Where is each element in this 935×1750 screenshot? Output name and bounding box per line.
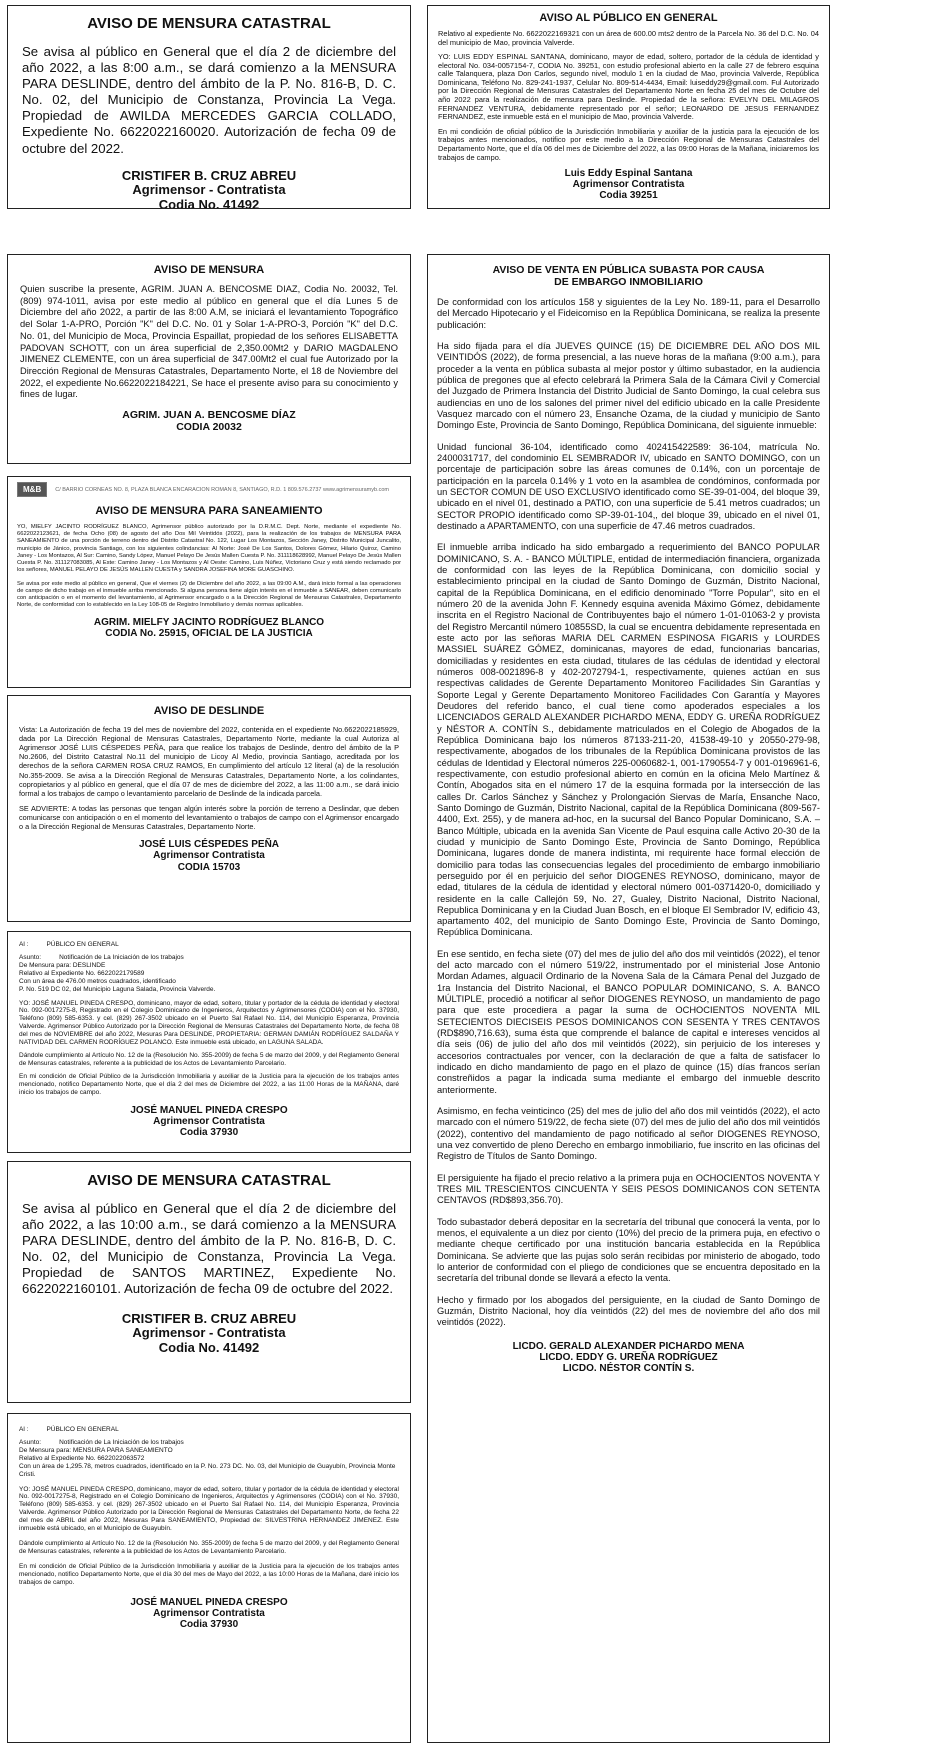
notice-title: AVISO DE DESLINDE	[153, 705, 265, 717]
notice-body: Se avisa al público en General que el día 2 de diciembre del año 2022, a las 10:00 a.m., se dará comienzo a la MENSURA PARA DESLINDE, dentro del ámbito de la P. No. 816-B, D. C. No. 02, del Municipio de Constanza, Provincia La Vega. Propiedad de SANTOS MARTINEZ, Expediente No. 6622022160101. Autorización de fecha 09 de octubre del 2022.	[22, 1201, 396, 1297]
surveyor-letterhead	[17, 482, 401, 497]
signer-codia: Codia No. 41492	[158, 196, 260, 209]
auction-first-bid-price: El persiguiente ha fijado el precio relativo a la primera puja en OCHOCIENTOS NOVENTA Y TRES MIL TRESCIENTOS CINCUENTA Y SEIS PESOS DOMINICANOS CON SETENTA CENTAVOS (RD$893,356.70).	[437, 1172, 820, 1206]
header-to: Al : PÚBLICO EN GENERAL	[19, 1426, 119, 1433]
signer-codia: Codia 39251	[599, 190, 658, 202]
notice-body: YO: JOSÉ MANUEL PINEDA CRESPO, dominicano, mayor de edad, soltero, titular y portador de la cédula de identidad y electoral No. 092-0017275-8, Registrado en el Colegio Dominicano de Ingenieros, Arquitectos y Agrimensores (CODIA) con el No. 37930, Teléfono (809) 585-6353. y cel. (829) 267-3502 ubicado en el Puerto Sal Rafael No. 114, del Municipio Esperanza, Provincia Valverde. Agrimensor Público Autorizado por la Dirección Regional de Mensuras Catastrales del Departamento Norte, de fecha 22 del mes de ABRIL del año 2022, Mesuras Para SANEAMIENTO, Propiedad de: SILVESTRINA HERNANDEZ JIMENEZ. Este inmueble está ubicado, en el Municipio de Guayubín.	[19, 1485, 399, 1533]
notice-mensura-catastral-santos	[7, 1161, 411, 1403]
auction-payment-demand: En ese sentido, en fecha siete (07) del mes de julio del año dos mil veintidós (2022), el tenor del acto marcado con el número 519/22, instrumentado por el ministerial Jose Antonio Mordan Adames, alguacil Ordinario de la Novena Sala de la Cámara Penal del Juzgado de 1ra Instancia del Distrito Nacional, el BANCO POPULAR DOMINICANO, S. A. BANCO MÚLTIPLE, procedió a notificar al señor DIOGENES REYNOSO, un mandamiento de pago para que este procediera a pagar la suma de OCHOCIENTOS NOVENTA MIL SETECIENTOS DIECISEIS PESOS DOMINICANOS CON SESENTA Y TRES CENTAVOS (RD$890,716.63), suma ésta que comprende el balance de capital e intereses vencidos al día seis (06) de julio del año dos mil veintidós (2022), sin perjuicio de los intereses y accesorios contractuales por vencer, con la declaración de que a falta de satisfacer lo indicado en dicho mandamiento de pago en el plazo de quince (15) días francos serían constreñidos a pagar la indicada suma mediante el embargo del inmueble descrito anteriormente.	[437, 948, 820, 1095]
notice-notification: En mi condición de Oficial Público de la Jurisdicción Inmobiliaria y auxiliar de la Justicia para la ejecución de los trabajos antes mencionado, notifico Departamento Norte, que el día 2 del mes de Diciembre del 2022, a las 11:00 Horas de la MAÑANA, daré inicio los trabajos de campo.	[19, 1072, 399, 1096]
notice-title-line-2: DE EMBARGO INMOBILIARIO	[554, 275, 703, 288]
signer-name: CRISTIFER B. CRUZ ABREU	[121, 167, 297, 183]
signer-codia: CODIA 20032	[176, 420, 242, 433]
header-subject: Asunto: Notificación de La Iniciación de los trabajos	[19, 953, 184, 961]
signer-codia: Codia 37930	[179, 1619, 239, 1631]
notice-saneamiento-guayubin	[7, 1413, 411, 1743]
header-subject: Asunto: Notificación de La Iniciación de los trabajos	[19, 1438, 184, 1446]
header-area: Con un área de 1,295.78, metros cuadrados, identificado en la P. No. 273 DC. No. 03, del Municipio de Guayubín, Provincia Monte Cristi.	[19, 1462, 396, 1478]
signer-lawyer-2: LICDO. EDDY G. UREÑA RODRÍGUEZ	[539, 1351, 718, 1363]
signer-name: JOSÉ MANUEL PINEDA CRESPO	[130, 1596, 288, 1608]
signer-lawyer-3: LICDO. NÉSTOR CONTÍN S.	[562, 1363, 695, 1375]
header-type: De Mensura para: DESLINDE	[19, 961, 106, 969]
company-logo: M&B	[17, 482, 47, 497]
notice-signature	[17, 617, 401, 639]
auction-deposit-terms: Todo subastador deberá depositar en la secretaría del tribunal que conocerá la venta, por lo menos, el equivalente a un diez por ciento (10%) del precio de la primera puja, en efectivo o mediante cheque certificado por una institución bancaria establecida en la República Dominicana. Se advierte que las pujas solo serán recibidas por ministerio de abogado, todo lo anterior de conformidad con el pliego de condiciones que se encuentra depositado en la secretaría del tribunal donde se llevará a efecto la venta.	[437, 1216, 820, 1284]
signer-name: CRISTIFER B. CRUZ ABREU	[121, 1310, 297, 1326]
header-parcel: P. No. 519 DC 02, del Municipio Laguna Salada, Provincia Valverde.	[19, 985, 216, 993]
signer-role: Agrimensor Contratista	[153, 850, 265, 862]
notice-signature	[19, 1597, 399, 1631]
signer-codia: CODIA No. 25915, OFICIAL DE LA JUSTICIA	[105, 627, 313, 639]
notice-signature	[438, 168, 819, 202]
signer-codia: Codia 37930	[179, 1127, 239, 1139]
notice-title: AVISO DE MENSURA CATASTRAL	[87, 15, 331, 32]
auction-creditor: El inmueble arriba indicado ha sido embargado a requerimiento del BANCO POPULAR DOMINICANO, S. A. - BANCO MÚLTIPLE, entidad de intermediación financiera, organizada de conformidad con las leyes de la República Dominicana, con domicilio social y establecimiento principal en la ciudad de Santo Domingo de Guzmán, Distrito Nacional, capital de la República Dominicana, en el edificio denominado "Torre Popular", sito en el número 20 de la avenida John F. Kennedy esquina avenida Máximo Gómez, debidamente inscrita en el Registro Nacional de Contribuyentes bajo el número 1-01-01063-2 y provista del Registro Mercantil número 10855SD, la cual se encuentra debidamente representada en este acto por las señoras MARIA DEL CARMEN ESPINOSA FIGARIS y LOURDES MASSIEL SUÁREZ GÓMEZ, dominicanas, mayores de edad, funcionarias bancarias, domiciliadas y residentes en esta ciudad, titulares de las cédulas de identidad y electoral números 008-0021896-8 y 402-2072794-1, respectivamente, quienes actúan en sus respectivas calidades de Gerente Departamento Monitoreo Facilidades Sin Garantías y Soporte Legal y Gerente Departamento Monitoreo Facilidades Con Garantía y Mayores Deudores del referido banco, el cual tiene como apoderados especiales a los LICENCIADOS GERALD ALEXANDER PICHARDO MENA, EDDY G. UREÑA RODRÍGUEZ y NÉSTOR A. CONTÍN S., debidamente matriculados en el Colegio de Abogados de la República Dominicana bajo los números 87133-211-20, 41538-49-10 y 20550-279-98, respectivamente, abogados de los tribunales de la República Dominicana provistos de las cédulas de Identidad y Electoral números 225-0060682-1, 001-1790554-7 y 001-0196961-6, respectivamente, con estudio profesional abierto en común en la oficina Melo Martínez & Contín, Abogados sita en el número 17 de la esquina formada por la intersección de las calles Dr. Carlos Sánchez y Sánchez y Prolongación Siervas de María, Ensanche Naco, Santo Domingo de Guzmán, Distrito Nacional, capital de la República Dominicana (809-567-4400, Ext. 255), y de manera ad-hoc, en la sucursal del Banco Popular Dominicano, S.A. – Banco Múltiple, ubicada en la avenida San Vicente de Paul esquina calle Activo 20-30 de la ciudad y municipio de Santo Domingo Este, Provincia de Santo Domingo, República Dominicana, lugares donde de manera indistinta, mi requirente hace formal elección de domicilio para todas las consecuencias legales del procedimiento de embargo inmobiliario perseguido por él en perjuicio del señor DIOGENES REYNOSO, dominicano, mayor de edad, titulares de la cédula de identidad y electoral número 001-0371420-0, domiciliado y residente en la calle Callejón 59, No. 27, Gualey, Distrito Nacional, Distrito Nacional, Republica Dominicana y en la Ciudad Juan Bosch, en el bloque El Sembrador IV, edificio 43, apartamento 402, del municipio de Santo Domingo Este, Provincia de Santo Domingo, República Dominicana.	[437, 542, 820, 938]
notice-signature	[19, 1105, 399, 1139]
header-to: Al : PÚBLICO EN GENERAL	[19, 941, 119, 948]
notice-compliance: Dándole cumplimiento al Artículo No. 12 de la (Resolución No. 355-2009) de fecha 5 de marzo del 2009, y del Reglamento General de Mensuras catastrales, referente a la publicidad de los Actos de Levantamiento Parcelario.	[19, 1540, 399, 1555]
notice-body: YO: JOSÉ MANUEL PINEDA CRESPO, dominicano, mayor de edad, soltero, titular y portador de la cédula de identidad y electoral No. 092-0017275-8, Registrado en el Colegio Dominicano de Ingenieros, Arquitectos y Agrimensores (CODIA) con el No. 37930, Teléfono (809) 585-6353. y cel. (829) 267-3502 ubicado en el Puerto Sal Rafael No. 114, del Municipio Esperanza, Provincia Valverde. Agrimensor Público Autorizado por la Dirección Regional de Mensuras Catastrales del Departamento Norte, de fecha 08 del mes de NOVIEMBRE del año 2022, Mesuras Para DESLINDE, PROPIETARIA: GERMAN DAMIÁN RODRÍGUEZ SALDAÑA Y NATIVIDAD DEL CARMEN RODRÍGUEZ POLANCO. Este inmueble está ubicado, en LAGUNA SALADA.	[19, 999, 399, 1047]
notice-header	[19, 941, 399, 994]
signer-role: Agrimensor Contratista	[572, 179, 685, 191]
notice-venta-publica-subasta	[427, 254, 830, 1743]
auction-property: Unidad funcional 36-104, identificado como 402415422589: 36-104, matrícula No. 2400031717, del condominio EL SEMBRADOR IV, ubicado en SANTO DOMINGO, con un porcentaje de participación sobre las áreas comunes de 0.14%, con un porcentaje de participación en la parcela 0.14% y 1 voto en la asamblea de condóminos, conformada por un SECTOR COMUN DE USO EXCLUSIVO identificado como SE-39-01-004, del bloque 39, ubicado en el nivel 01, destinado a PATIO, con una superficie de 5.41 metros cuadrados; un SECTOR PROPIO identificado como SP-39-01-104,, del bloque 39, ubicado en el nivel 01, destinado a APARTAMENTO, con una superficie de 47.46 metros cuadrados.	[437, 441, 820, 531]
notice-body: YO: LUIS EDDY ESPINAL SANTANA, dominicano, mayor de edad, soltero, portador de la cédula de identidad y electoral No. 034-0057154-7, CODIA No. 39251, con estudio profesional abierto en la calle 27 de febrero esquina calle Talanquera, plaza Don Carlos, segundo nivel, modulo 1 en la ciudad de Mao, provincia Valverde, República Dominicana, Teléfono No. 829-241-1937, Celular No. 809-514-4434, Email: luiseddy29@gmail.com. Ful Autorizado por la Dirección Regional de Mensuras Catastrales del Departamento Norte en fecha 25 del mes de Octubre del año 2022 para la realización de mensura para Deslinde. Propiedad de la señora: EVELYN DEL MILAGROS FERNANDEZ VENTURA, debidamente representado por el señor; LEONARDO DE JESUS FERNANDEZ FERNANDEZ, este inmueble está en el municipio de Mao, provincia Valverde.	[438, 52, 819, 122]
notice-aviso-publico-mao	[427, 5, 830, 209]
signer-lawyer-1: LICDO. GERALD ALEXANDER PICHARDO MENA	[512, 1340, 745, 1352]
notice-notification: Se avisa por este medio al público en general, Que el viernes (2) de Diciembre del año 2022, a las 09:00 A.M., dará inicio formal a las operaciones de campo de dicho trabajo en el inmueble arriba mencionado. Si alguna persona tiene algún interés en el inmueble a SANEAR, deben comunicarlo con anticipación o en el momento del levantamiento, al Agrimensor encargado o a la Dirección Regional de Mensuras Catastrales, Departamento Norte, de conformidad con lo establecido en la Ley 108-05 de Registro Inmobiliario y demás normas aplicables.	[17, 580, 401, 609]
signer-name: JOSÉ LUIS CÉSPEDES PEÑA	[138, 839, 280, 851]
auction-legal-basis: De conformidad con los artículos 158 y siguientes de la Ley No. 189-11, para el Desarrollo del Mercado Hipotecario y el Fideicomiso en la República Dominicana, se realiza la presente publicación:	[437, 297, 820, 330]
header-expediente: Relativo al Expediente No. 6622022179589	[19, 969, 145, 977]
notice-notification: En mi condición de oficial público de la Jurisdicción Inmobiliaria y auxiliar de la justicia para la ejecución de los trabajos antes mencionados, notifico por este medio a la Dirección Regional de Mensuras Catastrales del Departamento Norte, que el día 06 del mes de Diciembre del 2022, a las 09:00 Horas de la Mañana, iniciaremos los trabajos de campo.	[438, 126, 819, 162]
notice-compliance: Dándole cumplimiento al Artículo No. 12 de la (Resolución No. 355-2009) de fecha 5 de marzo del 2009, y del Reglamento General de Mensuras catastrales, referente a la publicidad de los Actos de Levantamiento Parcelario.	[19, 1052, 399, 1067]
letterhead-text: C/ BARRIO CORNEAS NO. 8, PLAZA BLANCA ENCARACION ROMAN 8, SANTIAGO, R.D. 1 809.576.2737 www.agrimensuramyb.com	[55, 486, 389, 493]
notice-mensura-moca	[7, 254, 411, 464]
signer-role: Agrimensor Contratista	[153, 1115, 265, 1127]
signer-role: Agrimensor - Contratista	[132, 1325, 286, 1341]
notice-deslinde-laguna-salada	[7, 931, 411, 1153]
signer-name: AGRIM. MIELFY JACINTO RODRÍGUEZ BLANCO	[93, 616, 325, 628]
notice-title	[437, 265, 820, 288]
header-expediente: Relativo al Expediente No. 6622022063572	[19, 1454, 145, 1462]
notice-title-line-1: AVISO DE VENTA EN PÚBLICA SUBASTA POR CAUSA	[492, 264, 765, 276]
auction-signed-date: Hecho y firmado por los abogados del persiguiente, en la ciudad de Santo Domingo de Guzmán, Distrito Nacional, hoy día veintidós (22) del mes de noviembre del año dos mil veintidós (2022).	[437, 1294, 820, 1328]
notice-signature	[437, 1341, 820, 1375]
notice-body: Se avisa al público en General que el día 2 de diciembre del año 2022, a las 8:00 a.m., se dará comienzo a la MENSURA PARA DESLINDE, dentro del ámbito de la P. No. 816-B, D. C. No. 02, del Municipio de Constanza, Provincia La Vega. Propiedad de AWILDA MERCEDES GARCIA COLLADO, Expediente No. 6622022160020. Autorización de fecha 09 de octubre del 2022.	[22, 44, 396, 156]
notice-body: Quien suscribe la presente, AGRIM. JUAN A. BENCOSME DIAZ, Codia No. 20032, Tel. (809) 974-1011, avisa por este medio al público en general que el día Lunes 5 de Diciembre del año 2022, a partir de las 8:00 A.M, se iniciará el levantamiento Topográfico del Solar 1-A-PRO, Porción "K" del D.C. No. 01 y Solar 1-A-PRO-3, Porción "K" del D.C. No. 01, del Municipio de Moca, Provincia Espaillat, propiedad de los señores ELISABETTA PADOVAN SCHOTT, con un área superficial de 2,350.00Mt2 y DARIO MAGDALENO JIMENEZ CLEMENTE, con un área superficial de 347.00Mt2 el cual fue Autorizado por la Dirección Regional de Mensuras Catastrales, Departamento Norte, el 18 de Noviembre del 2022, el expediente No.6622022184221, Se hace el presente aviso para su conocimiento y fines de lugar.	[20, 284, 398, 400]
signer-name: JOSÉ MANUEL PINEDA CRESPO	[130, 1104, 288, 1116]
notice-title: AVISO DE MENSURA	[153, 264, 265, 276]
signer-codia: Codia No. 41492	[158, 1339, 260, 1355]
auction-registration: Asimismo, en fecha veinticinco (25) del mes de julio del año dos mil veintidós (2022), el acto marcado con el número 519/22, de fecha siete (07) del mes de julio del año dos mil veintidós (2022), contentivo del mandamiento de pago notificado al señor DIOGENES REYNOSO, una vez convertido de pleno Derecho en embargo inmobiliario, fue inscrito en las oficinas del Registro de Títulos de Santo Domingo.	[437, 1106, 820, 1162]
notice-body: Vista: La Autorización de fecha 19 del mes de noviembre del 2022, contenida en el expediente No.6622022185929, dada por La Dirección Regional de Mensuras Catastrales, Departamento Norte, mediante la cual Autoriza al Agrimensor JOSÉ LUIS CÉSPEDES PEÑA, para que realice los trabajos de Deslinde, dentro del ámbito de la P No.2606, del Distrito Catastral No.11 del municipio de Licoy Al Medio, provincia Santiago, acreditada por los derechos de la señora CARMEN ROSA CRUZ RAMOS, En cumplimiento del artículo 12 literal (a) de la resolución No.355-2009. Se avisa a la Dirección Regional de Mensuras Catastrales, Departamento Norte, a los colindantes, copropietarios y al público en general, que el día 07 de mes de diciembre del 2022, a las 11:00 a.m., se dará inicio formal a los trabajos de campo o levantamiento parcelario de Deslinde de la indicada parcela.	[19, 725, 399, 798]
notice-signature	[22, 1312, 396, 1356]
notice-reference: Relativo al expediente No. 6622022169321 con un área de 600.00 mts2 dentro de la Parcela No. 36 del D.C. No. 04 del municipio de Mao, provincia Valverde.	[438, 29, 819, 47]
notice-title: AVISO DE MENSURA PARA SANEAMIENTO	[95, 505, 323, 517]
notice-deslinde-licoy	[7, 695, 411, 922]
notice-title: AVISO DE MENSURA CATASTRAL	[87, 1172, 331, 1189]
notice-header	[19, 1426, 399, 1479]
notice-warning: SE ADVIERTE: A todas las personas que tengan algún interés sobre la porción de terreno a Deslindar, que deben comunicarse con anticipación o en el momento del levantamiento o trabajos de campo con el Agrimensor encargado o a la Dirección Regional de Mensuras Catastrales, Departamento Norte.	[19, 803, 399, 832]
notice-saneamiento-janico	[7, 476, 411, 688]
signer-name: AGRIM. JUAN A. BENCOSME DÍAZ	[122, 409, 296, 422]
header-type: De Mensura para: MENSURA PARA SANEAMIENTO	[19, 1446, 173, 1454]
signer-role: Agrimensor - Contratista	[132, 182, 286, 198]
signer-role: Agrimensor Contratista	[153, 1607, 265, 1619]
signer-codia: CODIA 15703	[177, 861, 241, 873]
notice-signature	[22, 169, 396, 209]
notice-signature	[19, 839, 399, 873]
notice-mensura-catastral-awilda	[7, 5, 411, 209]
header-area: Con un área de 476.00 metros cuadrados, identificado	[19, 977, 176, 985]
notice-title: AVISO AL PÚBLICO EN GENERAL	[539, 12, 718, 24]
auction-date-place: Ha sido fijada para el día JUEVES QUINCE (15) DE DICIEMBRE DEL AÑO DOS MIL VEINTIDÓS (2022), de forma presencial, a las nueve horas de la mañana (9:00 a.m.), para proceder a la venta en pública subasta al mejor postor y último subastador, en la audiencia pública de pregones que al efecto celebrará la Primera Sala de la Cámara Civil y Comercial del Juzgado de Primera Instancia del Distrito Judicial de Santo Domingo, la cual celebra sus audiencias en uno de los salones del primer nivel del edificio ubicado en la calle Presidente Vasquez marcado con el número 23, Ensanche Ozama, de la ciudad y municipio de Santo Domingo Este, Provincia de Santo Domingo, República Dominicana, del siguiente inmueble:	[437, 341, 820, 431]
notice-notification: En mi condición de Oficial Público de la Jurisdicción Inmobiliaria y auxiliar de la Justicia para la ejecución de los trabajos antes mencionado, notifico Departamento Norte, que el día 30 del mes de Mayo del 2022, a las 10:00 Horas de la Mañana, daré inicio los trabajos de campo.	[19, 1562, 399, 1586]
notice-body: YO, MIELFY JACINTO RODRÍGUEZ BLANCO, Agrimensor público autorizado por la D.R.M.C. Dept. Norte, mediante el expediente No. 6622022123621, de fecha Ocho (08) de agosto del año Dos Mil Veintidós (2022), para la realización de los trabajos de MENSURA PARA SANEAMIENTO de una porción de terreno dentro del Distrito Catastral No. 122, Lugar Los Montazos, Sección Janey, Distrito Municipal Juncalito, municipio de Jánico, provincia Santiago, con los siguientes colindancias: Al Norte: José De Los Santos, Dolores Gómez, Hilario Quiroz, Camino Janey - Los Montazos, Al Sur: Camino, Sandy López, Manuel Pelayo De Jesús Mallen Cuesta P. No. 311118628992, Manuel Pelayo De Jesús Mallen Cuesta P. No. 311127083085, Al Este: Camino Janey - Los Montazos y Al Oeste: Camino, Luis Núñez, Victoriano Cruz y está siendo reclamado por los señores, MANUEL PELAYO DE JESÚS MALLEN CUESTA y SANDRA JOSEFINA MORE GUASCHINO.	[17, 524, 401, 574]
notice-signature	[20, 410, 398, 434]
signer-name: Luis Eddy Espinal Santana	[564, 168, 693, 180]
